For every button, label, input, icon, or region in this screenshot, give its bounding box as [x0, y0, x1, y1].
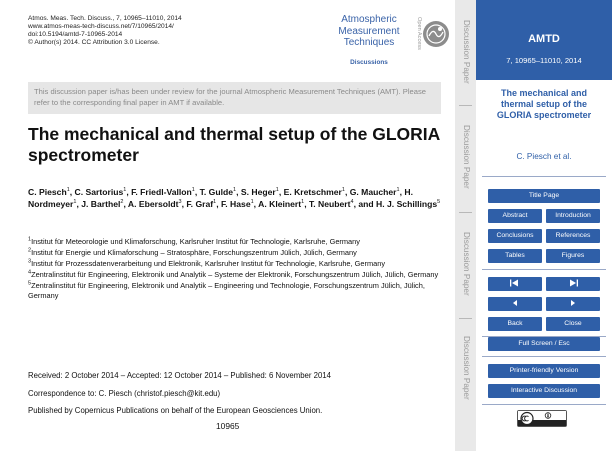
panel-divider: [482, 269, 606, 270]
author: J. Barthel$^2$,: [81, 199, 128, 210]
open-access-label: [412, 16, 420, 58]
author: S. Heger$^1$,: [240, 187, 284, 197]
cc-by-graphic: [518, 411, 566, 426]
journal-reference: 7, 10965–11010, 2014: [506, 56, 582, 65]
author-list: [28, 186, 448, 210]
affiliation: $^4$Zentralinstitut für Engineering, Elektronik und Analytik – Systeme der Elektronik, Forschungszentrum Jülich, Jülich, Germany: [28, 269, 439, 279]
journal-logo: [330, 14, 446, 70]
page-number: 10965: [216, 421, 240, 431]
author: C. Piesch$^1$,: [28, 187, 75, 197]
author: H. Nordmeyer$^1$,: [28, 187, 413, 210]
logo-wordmark: [330, 14, 408, 49]
panel-divider: [482, 176, 606, 177]
discussion-paper-strip: [455, 0, 476, 451]
header-citation: Atmos. Meas. Tech. Discuss., 7, 10965–11010, 2014: [28, 15, 182, 22]
author: F. Graf$^1$,: [186, 199, 221, 210]
header-license: © Author(s) 2014. CC Attribution 3.0 License.: [28, 39, 160, 46]
strip-label: Discussion Paper: [462, 20, 471, 84]
title-page-button[interactable]: Title Page: [488, 189, 600, 203]
panel-divider: [482, 356, 606, 357]
affiliation: $^1$Institut für Meteorologie und Klimaforschung, Karlsruher Institut für Technologie, Karlsruhe, Germany: [28, 236, 360, 246]
first-page-icon: [508, 279, 522, 287]
introduction-button[interactable]: Introduction: [546, 209, 600, 223]
strip-divider: [459, 105, 472, 106]
author: A. Ebersoldt$^3$,: [127, 199, 187, 210]
references-button[interactable]: References: [546, 229, 600, 243]
journal-abbrev: AMTD: [528, 33, 560, 45]
first-page-button[interactable]: [488, 277, 542, 291]
received-dates: Received: 2 October 2014 – Accepted: 12 October 2014 – Published: 6 November 2014: [28, 371, 331, 380]
conclusions-button[interactable]: Conclusions: [488, 229, 542, 243]
next-icon: [569, 299, 577, 307]
author: G. Maucher$^1$,: [349, 187, 405, 197]
author: H. J. Schillings$^5$: [376, 199, 441, 210]
author: T. Gulde$^1$,: [199, 187, 241, 197]
correspondence: Correspondence to: C. Piesch (christof.piesch@kit.edu): [28, 389, 221, 398]
last-page-icon: [566, 279, 580, 287]
previous-button[interactable]: [488, 297, 542, 311]
tables-button[interactable]: Tables: [488, 249, 542, 263]
figures-button[interactable]: Figures: [546, 249, 600, 263]
review-notice: This discussion paper is/has been under review for the journal Atmospheric Measurement Techniques (AMT). Please refer to the corresponding final paper in AMT if available.: [28, 82, 441, 114]
short-title: The mechanical and thermal setup of the GLORIA spectrometer: [496, 88, 592, 120]
logo-discussions: Discussions: [350, 59, 388, 66]
abstract-button[interactable]: Abstract: [488, 209, 542, 223]
panel-header: [476, 0, 612, 80]
logo-line-1: Atmospheric: [341, 14, 397, 25]
publisher-note: Published by Copernicus Publications on behalf of the European Geosciences Union.: [28, 406, 323, 415]
author: T. Neubert$^4$, and: [308, 199, 377, 210]
panel-divider: [482, 404, 606, 405]
author: A. Kleinert$^1$,: [258, 199, 309, 210]
author: E. Kretschmer$^1$,: [283, 187, 350, 197]
open-access-text: Open Access: [416, 17, 422, 50]
logo-line-2: Measurement: [338, 25, 400, 37]
navigation-panel: [476, 0, 612, 451]
affiliation: $^5$Zentralinstitut für Engineering, Elektronik und Analytik – Engineering und Technologie, Forschungszentrum Jülich, Jülich, Germany: [28, 280, 425, 301]
printer-friendly-button[interactable]: Printer-friendly Version: [488, 364, 600, 378]
strip-divider: [459, 318, 472, 319]
interactive-discussion-button[interactable]: Interactive Discussion: [488, 384, 600, 398]
header-url[interactable]: www.atmos-meas-tech-discuss.net/7/10965/2014/: [28, 23, 174, 30]
strip-label: Discussion Paper: [462, 232, 471, 296]
close-button[interactable]: Close: [546, 317, 600, 331]
author: F. Friedl-Vallon$^1$,: [131, 187, 200, 197]
paper-title: The mechanical and thermal setup of the GLORIA spectrometer: [28, 124, 440, 165]
cc-by-icon[interactable]: [517, 410, 567, 427]
affiliation-list: [28, 237, 448, 302]
back-button[interactable]: Back: [488, 317, 542, 331]
last-page-button[interactable]: [546, 277, 600, 291]
author: F. Hase$^1$,: [220, 199, 259, 210]
logo-line-3: Techniques: [343, 37, 395, 48]
strip-label: Discussion Paper: [462, 125, 471, 189]
affiliation: $^3$Institut für Prozessdatenverarbeitung und Elektronik, Karlsruher Institut für Technologie, Karlsruhe, Germany: [28, 258, 386, 268]
next-button[interactable]: [546, 297, 600, 311]
header-doi: doi:10.5194/amtd-7-10965-2014: [28, 31, 123, 38]
open-access-icon: [422, 20, 450, 48]
strip-divider: [459, 212, 472, 213]
short-author: C. Piesch et al.: [516, 152, 572, 161]
previous-icon: [511, 299, 519, 307]
strip-label: Discussion Paper: [462, 336, 471, 400]
full-screen-button[interactable]: Full Screen / Esc: [488, 337, 600, 351]
author: C. Sartorius$^1$,: [74, 187, 132, 197]
affiliation: $^2$Institut für Energie und Klimaforschung – Stratosphäre, Forschungszentrum Jülich, Jülich, Germany: [28, 247, 357, 257]
